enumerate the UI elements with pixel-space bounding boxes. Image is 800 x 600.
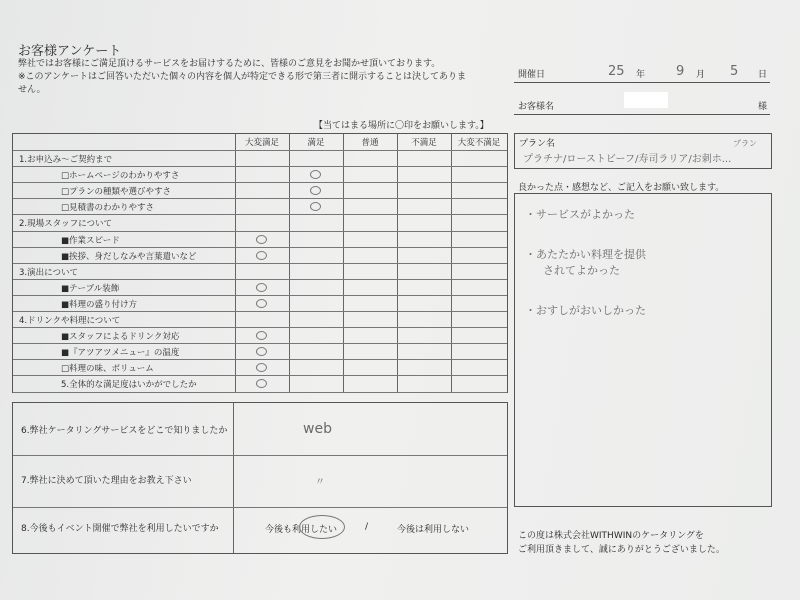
rating-row-divider [13,375,507,376]
intro-text [18,58,508,97]
rating-circle-mark [310,170,321,179]
rating-circle-mark [256,331,267,340]
customer-name-label: お客様名 [518,102,555,112]
rating-row-divider [13,311,507,312]
instruction-text: 【当てはまる場所に〇印をお願いします。】 [314,121,489,131]
rating-row-label: □プランの種類や選びやすさ [61,187,172,198]
event-date-month: 9 [676,64,685,79]
feedback-line-2: ・あたたかい料理を提供 [525,248,646,261]
rating-row-label: ■テーブル装飾 [61,283,120,294]
rating-row-label: □見積書のわかりやすさ [61,203,155,214]
q7-label: 7.弊社に決めて頂いた理由をお教え下さい [21,476,192,486]
rating-circle-mark [310,186,321,195]
rating-row-divider [13,295,507,296]
rating-row-label: ■『アツアツメニュー』の温度 [61,348,180,359]
rating-row-divider [13,214,507,215]
questions-box [12,402,508,554]
intro-line-3: せん。 [18,85,46,95]
intro-line-2: ※このアンケートはご回答いただいた個々の内容を個人が特定できる形で第三者に開示することは決してありま [18,72,467,82]
rating-table [12,133,508,393]
feedback-label: 良かった点・感想など、ご記入をお願い致します。 [518,183,725,193]
rating-row-label: 5.全体的な満足度はいかがでしたか [61,380,197,391]
rating-row-label: □ホームページのわかりやすさ [61,171,180,182]
rating-row-label: ■料理の盛り付け方 [61,299,138,310]
rating-row-label: □料理の味、ボリューム [61,364,154,375]
event-date-month-unit: 月 [696,70,706,80]
feedback-line-1: ・サービスがよかった [525,208,635,221]
plan-value: プラチナ/ローストビーフ/寿司ラリア/お刺ホ... [523,154,732,165]
redacted-customer-name [624,92,668,108]
rating-row-divider [13,247,507,248]
rating-row-divider [13,198,507,199]
q8-answer-circle [299,515,345,539]
q8-option-yes: 今後も利用したい [265,525,338,535]
rating-section-heading: 2.現場スタッフについて [19,219,112,230]
event-date-underline [514,82,770,83]
footer-line-1: この度は株式会社WITHWINのケータリングを [518,531,704,541]
plan-label: プラン名 [519,139,556,149]
col-header-very-dissatisfied: 大変不満足 [457,138,501,148]
rating-section-heading: 1.お申込み～ご契約まで [19,155,113,165]
rating-circle-mark [256,251,267,260]
rating-row-divider [13,343,507,344]
q8-label: 8.今後もイベント開催で弊社を利用したいですか [21,524,219,534]
q6-answer: web [303,421,332,437]
q8-separator: / [365,522,369,532]
rating-row-divider [13,359,507,360]
rating-circle-mark [256,299,267,308]
plan-annotation: プラン [733,139,757,148]
rating-circle-mark [256,363,267,372]
rating-circle-mark [256,283,267,292]
rating-circle-mark [256,379,267,388]
rating-row-divider [13,263,507,264]
rating-row-label: ■挨拶、身だしなみや言葉遣いなど [61,251,197,262]
rating-row-divider [13,327,507,328]
footer-line-2: ご利用頂きまして、誠にありがとうございました。 [518,545,725,555]
feedback-line-3: されてよかった [543,264,620,277]
feedback-box [514,193,772,507]
intro-line-1: 弊社ではお客様にご満足頂けるサービスをお届けするために、皆様のご意見をお聞かせ頂いております。 [18,59,441,69]
rating-row-label: ■スタッフによるドリンク対応 [61,332,180,343]
q7-answer: 〃 [315,477,325,488]
survey-title: お客様アンケート [18,44,122,59]
rating-circle-mark [256,235,267,244]
event-date-year: 25 [608,64,625,79]
event-date-day-unit: 日 [758,70,768,80]
rating-row-label: ■作業スピード [61,235,120,246]
rating-row-divider [13,166,507,167]
rating-circle-mark [256,347,267,356]
rating-row-divider [13,279,507,280]
customer-name-underline [514,114,770,115]
rating-section-heading: 4.ドリンクや料理について [19,316,121,326]
rating-row-divider [13,392,507,393]
event-date-year-unit: 年 [636,70,646,80]
rating-circle-mark [310,202,321,211]
plan-box [514,133,772,169]
q8-option-no: 今後は利用しない [397,525,470,535]
event-date-label: 開催日 [518,70,546,80]
col-header-very-satisfied: 大変満足 [244,138,279,148]
feedback-line-4: ・おすしがおいしかった [525,304,646,317]
customer-name-suffix: 様 [758,102,768,112]
col-header-dissatisfied: 不満足 [411,138,437,148]
q6-label: 6.弊社ケータリングサービスをどこで知りましたか [21,426,228,436]
event-date-day: 5 [730,64,739,79]
rating-section-heading: 3.演出について [19,267,78,278]
rating-row-divider [13,182,507,183]
col-header-neutral: 普通 [361,138,379,148]
rating-row-divider [13,231,507,232]
col-header-satisfied: 満足 [307,138,325,148]
